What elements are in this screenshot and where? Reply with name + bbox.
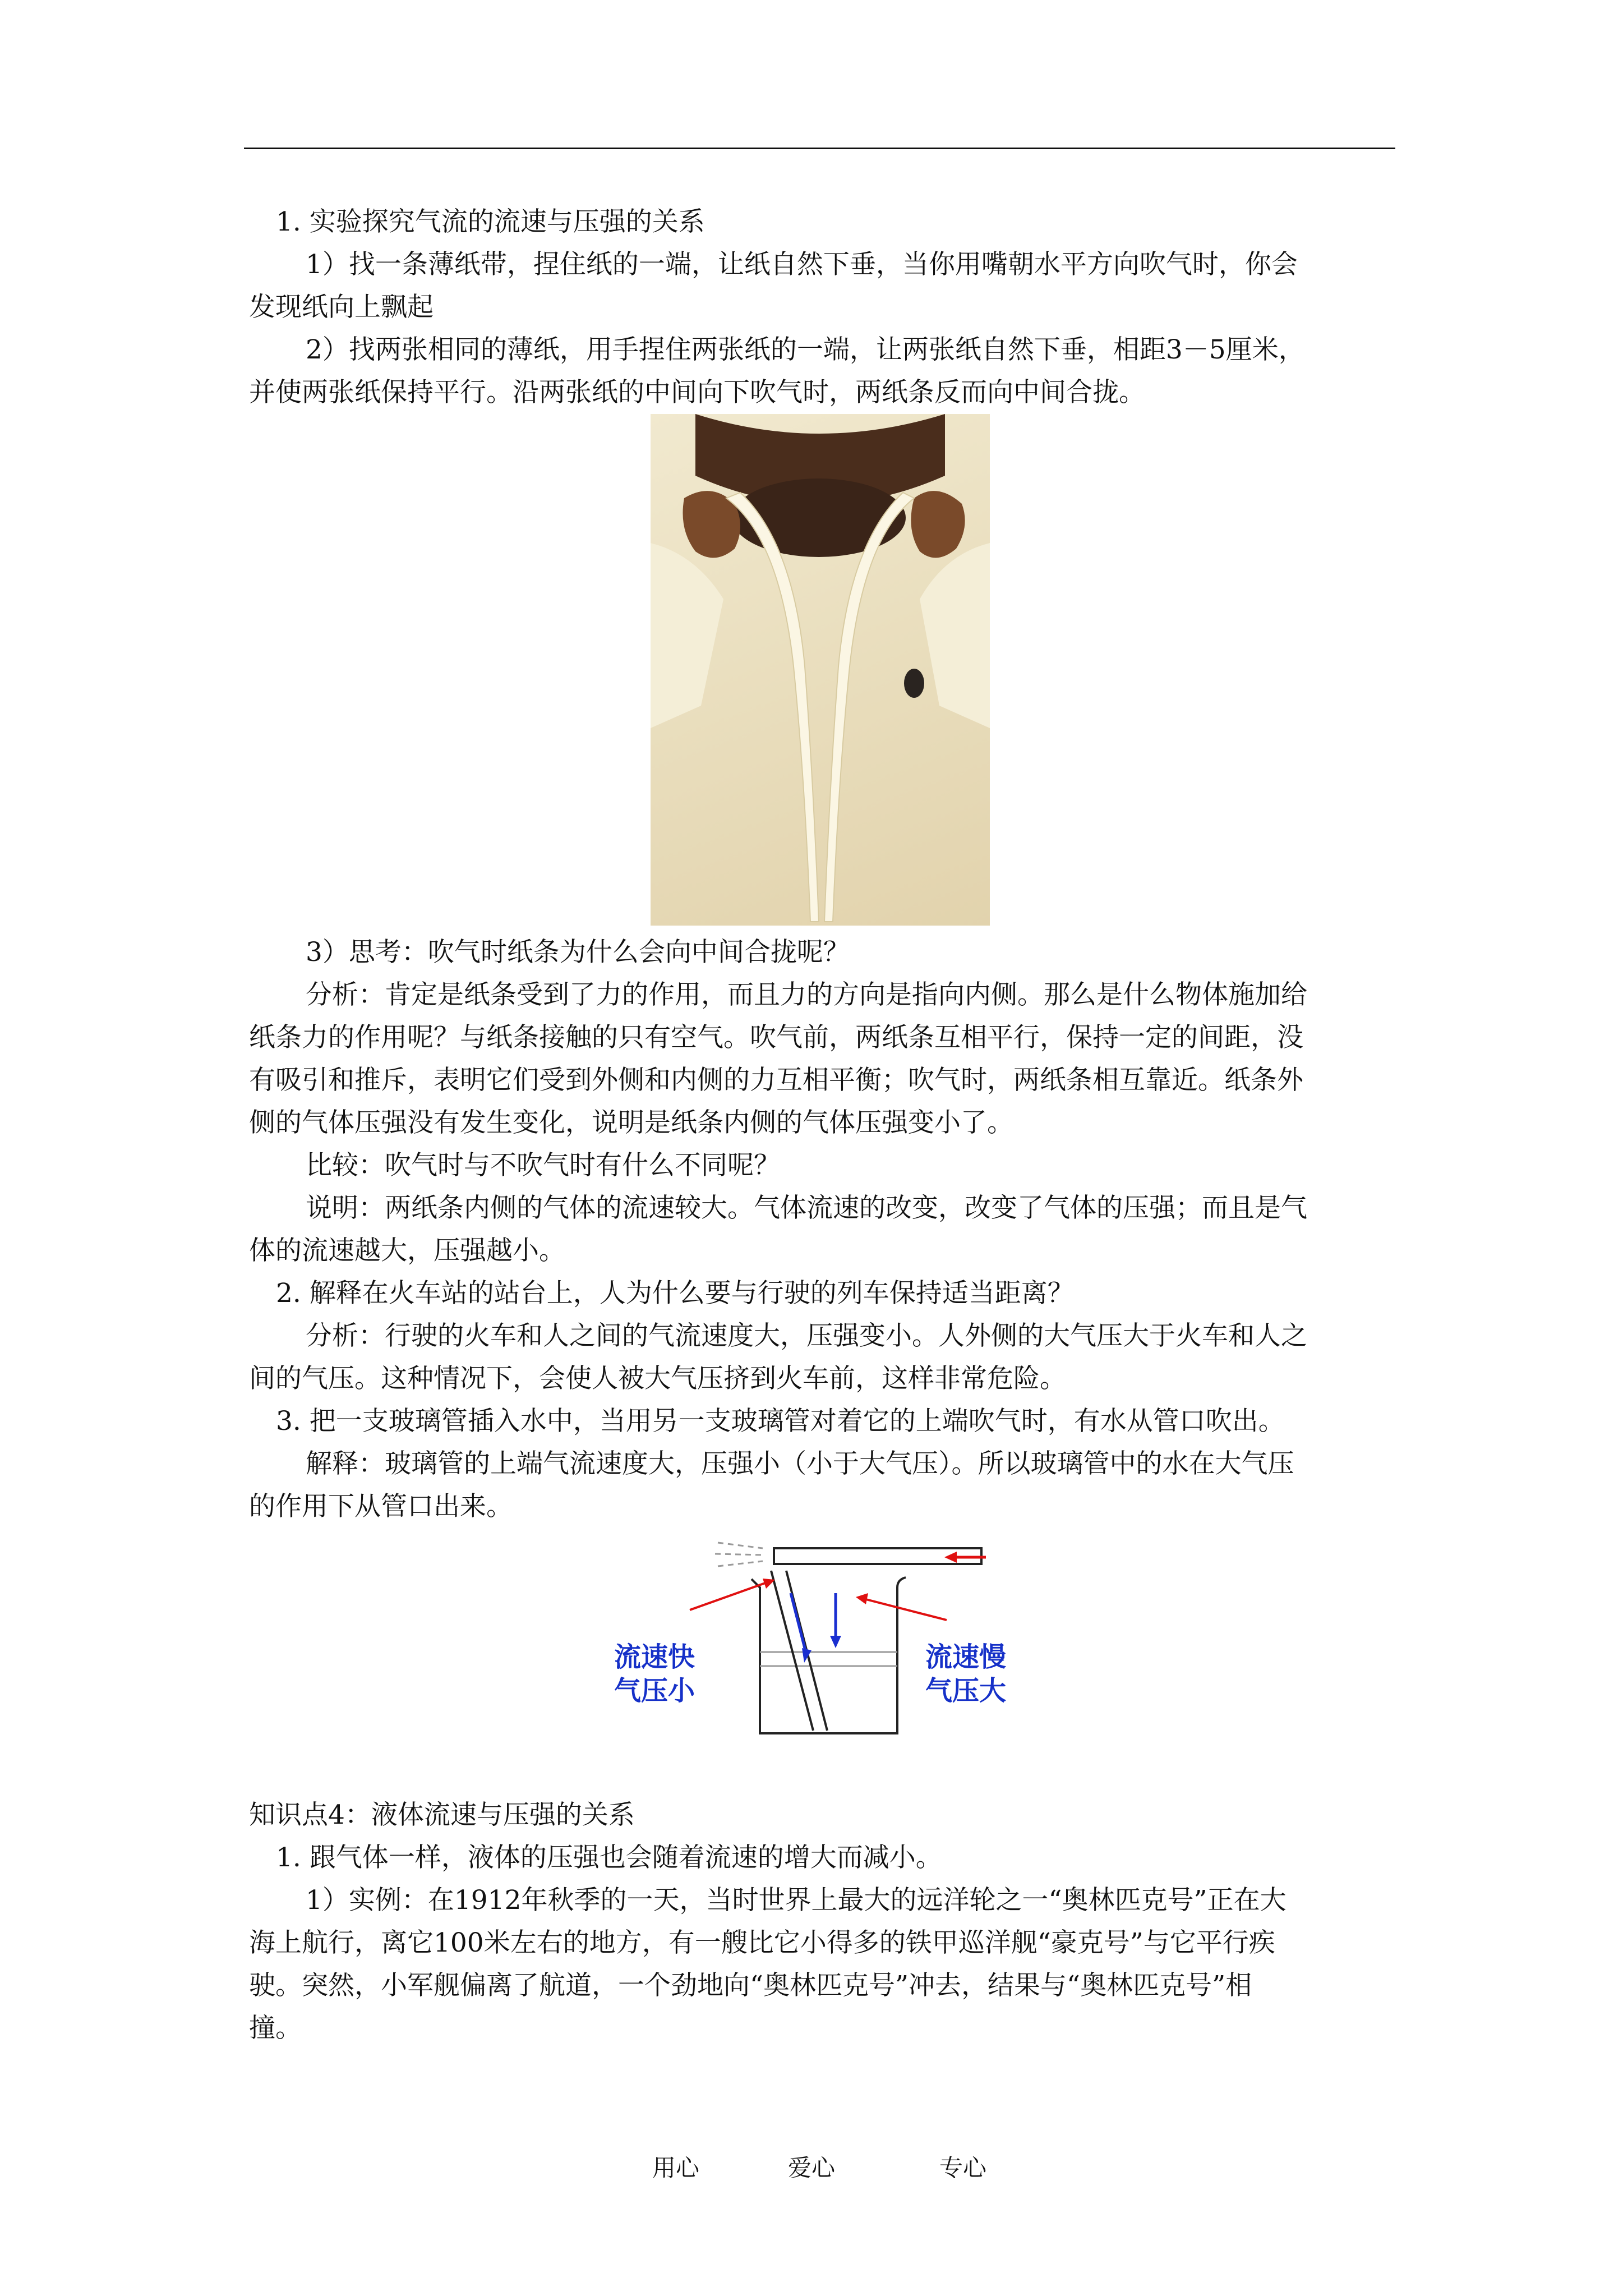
paragraph-line: 解释：玻璃管的上端气流速度大，压强小（小于大气压）。所以玻璃管中的水在大气压	[306, 1448, 1294, 1479]
section-1-heading: 1. 跟气体一样，液体的压强也会随着流速的增大而减小。	[276, 1842, 942, 1873]
paragraph-line: 1）实例：在1912年秋季的一天，当时世界上最大的远洋轮之一“奥林匹克号”正在大	[306, 1885, 1287, 1916]
paragraph-line: 侧的气体压强没有发生变化，说明是纸条内侧的气体压强变小了。	[249, 1107, 1013, 1138]
header-rule	[244, 148, 1395, 149]
paragraph-line: 有吸引和推斥，表明它们受到外侧和内侧的力互相平衡；吹气时，两纸条相互靠近。纸条外	[249, 1065, 1303, 1096]
paragraph-line: 体的流速越大，压强越小。	[249, 1235, 565, 1266]
section-2-heading: 2. 解释在火车站的站台上，人为什么要与行驶的列车保持适当距离？	[276, 1278, 1074, 1309]
paragraph-line: 驶。突然，小军舰偏离了航道，一个劲地向“奥林匹克号”冲去，结果与“奥林匹克号”相	[249, 1970, 1252, 2001]
glass-tube-diagram	[600, 1526, 1049, 1750]
paragraph-line: 分析：肯定是纸条受到了力的作用，而且力的方向是指向内侧。那么是什么物体施加给	[306, 979, 1307, 1010]
paragraph-line: 比较：吹气时与不吹气时有什么不同呢？	[306, 1150, 780, 1181]
paragraph-line: 海上航行，离它100米左右的地方，有一艘比它小得多的铁甲巡洋舰“豪克号”与它平行疾	[249, 1927, 1275, 1958]
paragraph-line: 并使两张纸保持平行。沿两张纸的中间向下吹气时，两纸条反而向中间合拢。	[249, 377, 1145, 408]
paragraph-line: 间的气压。这种情况下，会使人被大气压挤到火车前，这样非常危险。	[249, 1363, 1066, 1394]
paragraph-line: 分析：行驶的火车和人之间的气流速度大，压强变小。人外侧的大气压大于火车和人之	[306, 1320, 1307, 1351]
right-label-slow-flow: 流速慢	[925, 1641, 1007, 1673]
experiment-photo	[651, 414, 990, 926]
paragraph-line: 2）找两张相同的薄纸，用手捏住两张纸的一端，让两张纸自然下垂，相距3－5厘米，	[306, 334, 1305, 365]
paragraph-line: 纸条力的作用呢？与纸条接触的只有空气。吹气前，两纸条互相平行，保持一定的间距，没	[249, 1022, 1303, 1053]
paragraph-line: 3）思考：吹气时纸条为什么会向中间合拢呢？	[306, 937, 850, 968]
paragraph-line: 发现纸向上飘起	[249, 292, 434, 323]
left-label-low-pressure: 气压小	[614, 1675, 695, 1706]
section-3-heading: 3. 把一支玻璃管插入水中，当用另一支玻璃管对着它的上端吹气时，有水从管口吹出。	[276, 1406, 1285, 1437]
person-blowing-paper-image	[651, 414, 990, 926]
paragraph-line: 1）找一条薄纸带，捏住纸的一端，让纸自然下垂，当你用嘴朝水平方向吹气时，你会	[306, 249, 1298, 280]
left-label-fast-flow: 流速快	[614, 1641, 695, 1673]
paragraph-line: 的作用下从管口出来。	[249, 1491, 513, 1522]
footer-item-1: 用心	[652, 2154, 700, 2182]
footer-item-3: 专心	[939, 2154, 987, 2182]
footer-item-2: 爱心	[788, 2154, 836, 2182]
paragraph-line: 撞。	[249, 2013, 302, 2044]
right-label-high-pressure: 气压大	[925, 1675, 1007, 1706]
knowledge-point-4-heading: 知识点4：液体流速与压强的关系	[249, 1800, 635, 1830]
paragraph-line: 说明：两纸条内侧的气体的流速较大。气体流速的改变，改变了气体的压强；而且是气	[306, 1193, 1307, 1223]
section-1-heading: 1. 实验探究气流的流速与压强的关系	[276, 206, 705, 237]
